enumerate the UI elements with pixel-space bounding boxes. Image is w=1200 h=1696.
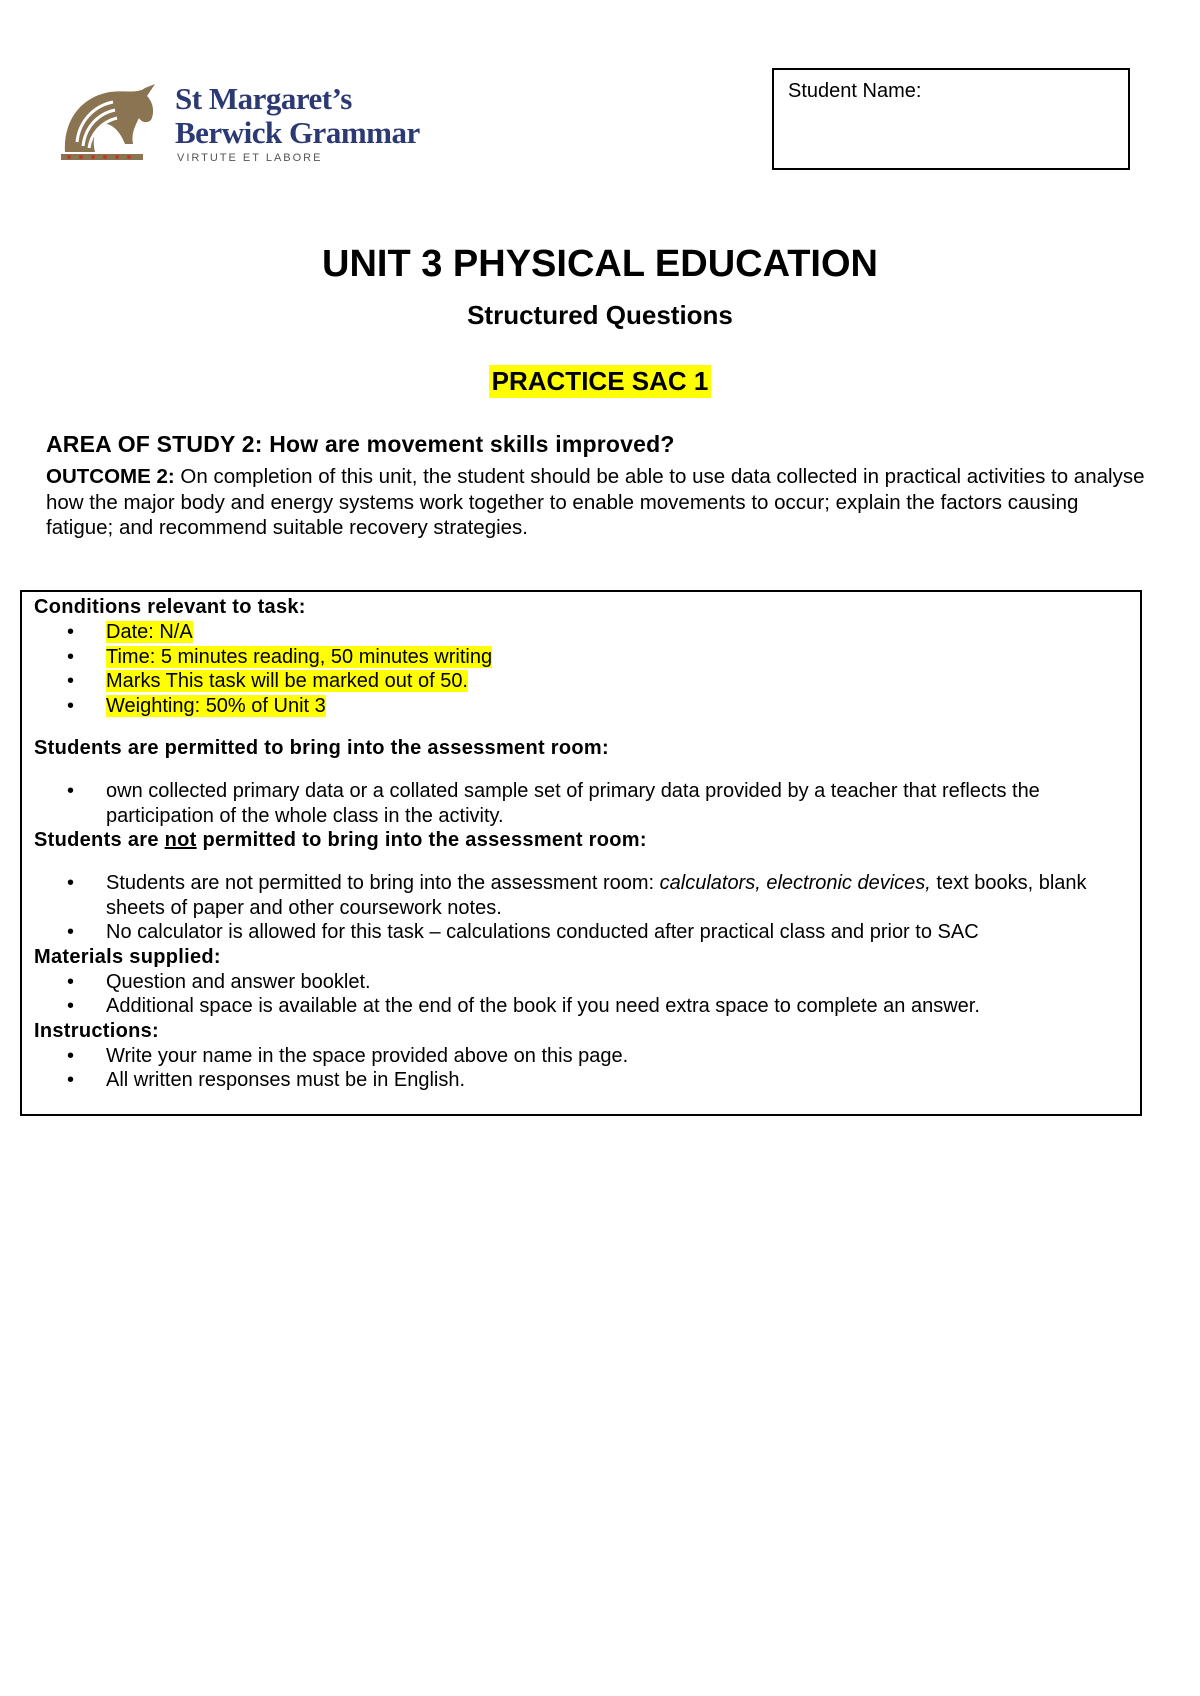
list-item: • own collected primary data or a collated sample set of primary data provided by a teacher that reflects the participation of the whole class in the activity. [34,779,1128,828]
permitted-list [34,779,1128,828]
outcome-label: OUTCOME 2: [46,465,175,488]
not-permitted-heading [34,828,1128,853]
sac-label-wrap [0,365,1200,398]
list-item [34,645,1128,670]
school-name-line2: Berwick Grammar [175,115,420,150]
spacer [34,718,1128,736]
student-name-label: Student Name: [788,80,922,102]
list-item: • Additional space is available at the end of the book if you need extra space to complete an answer. [34,994,1128,1019]
instructions-list [34,1044,1128,1093]
not-permitted-heading-post: permitted to bring into the assessment room: [196,829,647,851]
spacer [34,761,1128,779]
list-item [34,620,1128,645]
page-subtitle: Structured Questions [467,300,733,330]
conditions-heading: Conditions relevant to task: [34,596,306,618]
not-permitted-item1-italic: calculators, electronic devices, [659,872,931,894]
school-motto: VIRTUTE ET LABORE [177,152,323,164]
outcome-paragraph [46,464,1146,541]
school-name-line1: St Margaret’s [175,81,352,116]
page-title: UNIT 3 PHYSICAL EDUCATION [322,243,878,285]
materials-heading: Materials supplied: [34,945,221,968]
not-permitted-item1-post: text books, blank sheets of paper and other coursework notes. [106,872,1087,919]
not-permitted-list [34,871,1128,945]
student-name-field[interactable] [772,68,1130,170]
condition-time: Time: 5 minutes reading, 50 minutes writing [106,645,493,668]
materials-list [34,970,1128,1019]
not-permitted-heading-not: not [164,829,197,851]
not-permitted-heading-pre: Students are [34,829,165,851]
list-item: • All written responses must be in English. [34,1068,1128,1093]
spacer [34,853,1128,871]
list-item [34,694,1128,719]
unicorn-crest-icon [55,82,170,172]
conditions-list [34,620,1128,718]
condition-date: Date: N/A [106,621,193,643]
sac-label: PRACTICE SAC 1 [489,365,712,398]
instructions-heading: Instructions: [34,1019,160,1042]
condition-marks: Marks This task will be marked out of 50. [106,670,468,692]
school-name [175,82,420,150]
list-item: • Question and answer booklet. [34,970,1128,995]
conditions-box [20,590,1142,1116]
list-item [34,669,1128,694]
school-logo [55,82,475,172]
list-item [34,871,1128,920]
condition-weighting: Weighting: 50% of Unit 3 [106,694,326,717]
permitted-heading: Students are permitted to bring into the assessment room: [34,737,609,759]
list-item: • Write your name in the space provided above on this page. [34,1044,1128,1069]
outcome-text: On completion of this unit, the student should be able to use data collected in practical activities to analyse how the major body and energy systems work together to enable movements to occur; explain the factors causing fatigue; and recommend suitable recovery strategies. [46,465,1145,539]
not-permitted-item1-pre: Students are not permitted to bring into the assessment room: [106,872,660,894]
list-item: • No calculator is allowed for this task – calculations conducted after practical class and prior to SAC [34,920,1128,945]
area-of-study: AREA OF STUDY 2: How are movement skills improved? [46,431,675,457]
